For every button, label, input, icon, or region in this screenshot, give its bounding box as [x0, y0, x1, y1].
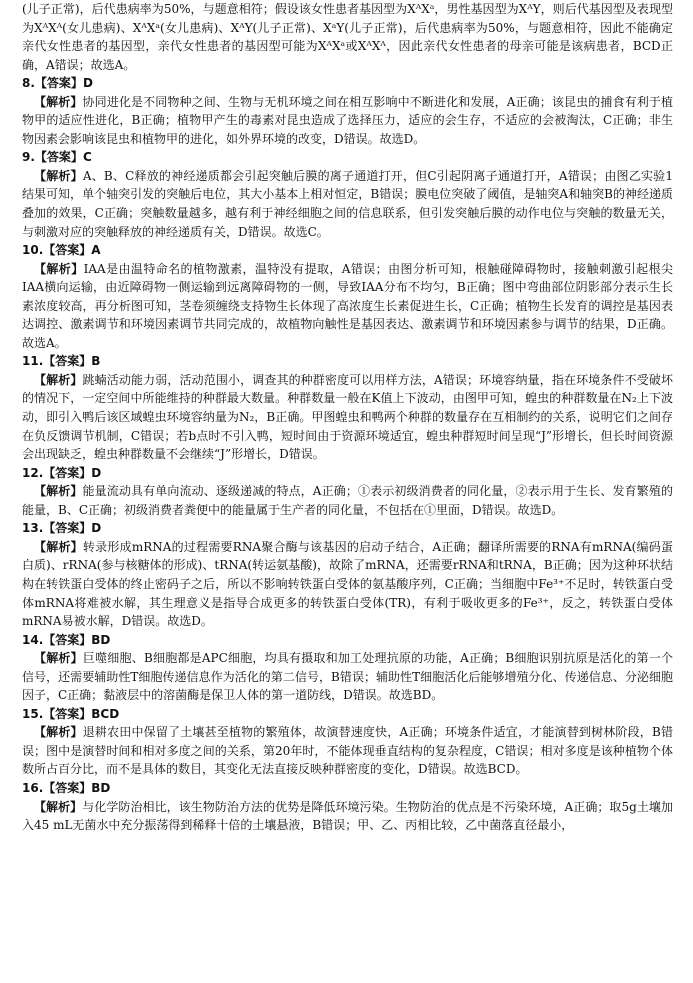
answer-item: [22, 779, 673, 835]
analysis-paragraph: [22, 260, 673, 353]
analysis-paragraph: [22, 538, 673, 631]
answer-item: [22, 464, 673, 520]
question-number: 10.: [22, 243, 44, 258]
answer-line: [22, 148, 673, 167]
answer-value: BD: [91, 632, 111, 647]
answer-value: B: [91, 354, 101, 369]
answer-item: [22, 74, 673, 148]
answer-value: BD: [91, 780, 111, 795]
answer-item: [22, 705, 673, 779]
analysis-label: 【解析】: [34, 651, 83, 666]
intro-paragraph: (儿子正常)，后代患病率为50%，与题意相符；假设该女性患者基因型为XᴬXᵃ，男性基因型为XᴬY，则后代基因型及表现型为XᴬXᴬ(女儿患病)、XᴬXᵃ(女儿患病)、XᴬY(儿子正常)、XᵃY(儿子正常)，后代患病率为50%，与题意相符，因此不能确定亲代女性患者的基因型，亲代女性患者的基因型可能为XᴬXᵃ或XᴬXᴬ，因此亲代女性患者的母亲可能是该病患者，BCD正确，A错误；故选A。: [22, 2, 673, 72]
analysis-text: 协同进化是不同物种之间、生物与无机环境之间在相互影响中不断进化和发展，A正确；该昆虫的捕食有利于植物甲的适应性进化，B正确；植物甲产生的毒素对昆虫造成了选择压力，适应的会生存，不适应的会被淘汰，C正确；非生物因素会影响该昆虫和植物甲的进化，如外界环境的改变，D错误。故选D。: [22, 94, 673, 146]
answer-value: D: [82, 76, 93, 91]
analysis-text: 与化学防治相比，该生物防治方法的优势是降低环境污染。生物防治的优点是不污染环境，A正确；取5g土壤加入45 mL无菌水中充分振荡得到稀释十倍的土壤悬液，B错误；甲、乙、丙相比较，乙中菌落直径最小，: [22, 799, 673, 833]
answer-line: [22, 241, 673, 260]
answer-label: 【答案】: [34, 76, 83, 91]
answer-item: [22, 519, 673, 630]
answer-label: 【答案】: [43, 632, 92, 647]
analysis-label: 【解析】: [34, 372, 83, 387]
answer-line: [22, 631, 673, 650]
analysis-label: 【解析】: [34, 484, 83, 499]
answer-line: [22, 705, 673, 724]
answer-line: [22, 779, 673, 798]
analysis-text: 能量流动具有单向流动、逐级递减的特点，A正确；①表示初级消费者的同化量，②表示用于生长、发育繁殖的能量，B、C正确；初级消费者粪便中的能量属于生产者的同化量，不包括在①里面，D错误。故选D。: [22, 484, 673, 517]
answer-value: BCD: [91, 706, 120, 721]
question-number: 16.: [22, 780, 44, 795]
answer-item: [22, 241, 673, 352]
analysis-label: 【解析】: [34, 168, 83, 183]
question-number: 13.: [22, 521, 44, 536]
analysis-text: 跳蝻活动能力弱，活动范围小，调查其的种群密度可以用样方法，A错误；环境容纳量，指在环境条件不受破坏的情况下，一定空间中所能维持的种群最大数量。种群数量一般在K值上下波动，由图甲可知，蝗虫的种群数量在N₂上下波动，即引入鸭后该区域蝗虫环境容纳量为N₂，B正确。甲图蝗虫和鸭两个种群的数量存在互相制约的关系，说明它们之间存在负反馈调节机制，C错误；若b点时不引入鸭，短时间由于资源环境适宜，蝗虫种群短时间呈现“J”形增长，但长时间资源会出现缺乏，蝗虫种群数量不会继续“J”形增长，D错误。: [22, 372, 673, 462]
answer-label: 【答案】: [43, 465, 92, 480]
analysis-text: 巨噬细胞、B细胞都是APC细胞，均具有摄取和加工处理抗原的功能，A正确；B细胞识别抗原是活化的第一个信号，还需要辅助性T细胞传递信息作为活化的第二信号，B错误；辅助性T细胞活化后能够增殖分化、传递信息、分泌细胞因子，C正确；黏液层中的溶菌酶是保卫人体的第一道防线，D错误。故选BD。: [22, 651, 673, 703]
answer-label: 【答案】: [34, 150, 83, 165]
answer-value: D: [91, 521, 102, 536]
analysis-text: A、B、C释放的神经递质都会引起突触后膜的离子通道打开，但C引起阴离子通道打开，A错误；由图乙实验1结果可知，单个轴突引发的突触后电位，其大小基本上相对恒定，B错误；膜电位突破了阈值，是轴突A和轴突B的神经递质叠加的效果，C正确；突触数量越多，越有利于神经细胞之间的信息联系，但引发突触后膜的动作电位与突触的数量无关，与刺激对应的突触释放的神经递质有关，D错误。故选C。: [22, 168, 673, 239]
analysis-text: IAA是由温特命名的植物激素，温特没有提取，A错误；由图分析可知，根触碰障碍物时，接触刺激引起根尖IAA横向运输，由近障碍物一侧运输到远离障碍物的一侧，导致IAA分布不均匀，B正确；图中弯曲部位阴影部分表示生长素浓度较高，再分析图可知，茎卷须缠绕支持物生长体现了高浓度生长素促进生长，C正确；植物生长发育的调控是基因表达调控、激素调节和环境因素调节共同完成的，故植物向触性是基因表达、激素调节和环境因素参与调节的结果，D正确。故选A。: [22, 261, 673, 350]
answer-item: [22, 631, 673, 705]
analysis-paragraph: [22, 93, 673, 149]
answer-value: A: [91, 243, 101, 258]
answer-value: C: [82, 150, 92, 165]
analysis-paragraph: [22, 723, 673, 779]
question-number: 12.: [22, 465, 44, 480]
answer-item: [22, 352, 673, 463]
question-number: 15.: [22, 706, 44, 721]
question-number: 8.: [22, 76, 35, 91]
analysis-paragraph: [22, 798, 673, 835]
answer-label: 【答案】: [43, 521, 92, 536]
answer-label: 【答案】: [43, 354, 92, 369]
question-number: 14.: [22, 632, 44, 647]
answer-line: [22, 74, 673, 93]
analysis-paragraph: [22, 167, 673, 241]
analysis-label: 【解析】: [34, 725, 83, 740]
question-number: 11.: [22, 354, 44, 369]
analysis-text: 退耕农田中保留了土壤甚至植物的繁殖体，故演替速度快，A正确；环境条件适宜，才能演替到树林阶段，B错误；图中是演替时间和相对多度之间的关系，第20年时，不能体现垂直结构的复杂程度，C错误；相对多度是该种植物个体数所占百分比，而不是具体的数目，其变化无法直接反映种群密度的变化，D错误。故选BCD。: [22, 725, 673, 777]
answer-label: 【答案】: [43, 780, 92, 795]
analysis-paragraph: [22, 649, 673, 705]
analysis-label: 【解析】: [34, 94, 83, 109]
analysis-text: 转录形成mRNA的过程需要RNA聚合酶与该基因的启动子结合，A正确；翻译所需要的RNA有mRNA(编码蛋白质)、rRNA(参与核糖体的形成)、tRNA(转运氨基酸)，故除了mRNA，还需要rRNA和tRNA，B正确；因为这种环状结构在转铁蛋白受体的终止密码子之后，所以不影响转铁蛋白受体的氨基酸序列，C正确；当细胞中Fe³⁺不足时，转铁蛋白受体mRNA将难被水解，其生理意义是指导合成更多的转铁蛋白受体(TR)，有利于吸收更多的Fe³⁺，反之，转铁蛋白受体mRNA易被水解，D错误。故选D。: [22, 539, 673, 629]
answer-line: [22, 464, 673, 483]
answer-items: [22, 74, 673, 834]
question-number: 9.: [22, 150, 35, 165]
answer-line: [22, 519, 673, 538]
answer-item: [22, 148, 673, 241]
analysis-paragraph: [22, 371, 673, 464]
analysis-label: 【解析】: [34, 539, 83, 554]
analysis-label: 【解析】: [34, 799, 83, 814]
answer-value: D: [91, 465, 102, 480]
answer-label: 【答案】: [43, 243, 92, 258]
analysis-label: 【解析】: [34, 261, 84, 276]
answer-label: 【答案】: [43, 706, 92, 721]
analysis-paragraph: [22, 482, 673, 519]
answer-line: [22, 352, 673, 371]
